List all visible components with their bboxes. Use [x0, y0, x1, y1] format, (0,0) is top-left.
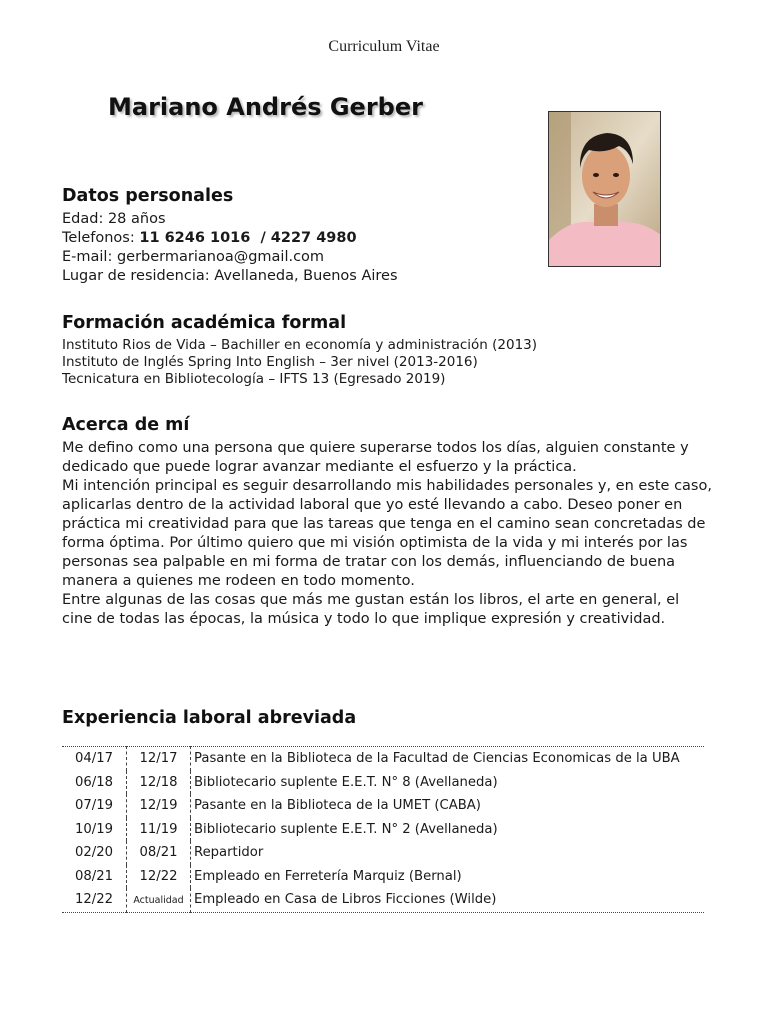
table-row — [62, 841, 704, 865]
about-heading: Acerca de mí — [62, 415, 190, 435]
end-date: 08/21 — [127, 841, 191, 865]
end-date: 12/17 — [127, 747, 191, 771]
portrait-photo-icon — [549, 112, 661, 267]
start-date: 10/19 — [62, 818, 127, 842]
about-paragraph: Entre algunas de las cosas que más me gustan están los libros, el arte en general, el cine de todas las épocas, la música y todo lo que implique expresión y creatividad. — [62, 592, 680, 627]
table-row — [62, 888, 704, 912]
end-date: 11/19 — [127, 818, 191, 842]
job-description: Empleado en Casa de Libros Ficciones (Wilde) — [194, 892, 497, 908]
portrait-photo — [548, 111, 661, 267]
about-paragraph: Mi intención principal es seguir desarrollando mis habilidades personales y, en este caso, aplicarlas dentro de la actividad laboral que yo esté llevando a cabo. Deseo poner en práctica mi creatividad para que las tareas que tenga en el camino sean concretadas de forma óptima. Por último quiero que mi visión optimista de la vida y mi interés por las personas sea palpable en mi forma de tratar con los demás, influenciando de buena manera a quienes me rodeen en todo momento. — [62, 478, 712, 589]
end-date: 12/22 — [127, 865, 191, 889]
about-section — [62, 415, 712, 629]
education-section — [62, 313, 537, 388]
email-line: E-mail: gerbermarianoa@gmail.com — [62, 249, 325, 265]
phones-value: 11 6246 1016 / 4227 4980 — [139, 230, 357, 246]
start-date: 07/19 — [62, 794, 127, 818]
about-text — [62, 439, 712, 629]
personal-data-section — [62, 186, 398, 286]
job-description: Pasante en la Biblioteca de la Facultad de Ciencias Economicas de la UBA — [194, 751, 680, 767]
table-row — [62, 794, 704, 818]
start-date: 08/21 — [62, 865, 127, 889]
about-paragraph: Me defino como una persona que quiere superarse todos los días, alguien constante y dedicado que puede lograr avanzar mediante el esfuerzo y la práctica. — [62, 440, 689, 475]
personal-data-heading: Datos personales — [62, 186, 234, 206]
residence-line: Lugar de residencia: Avellaneda, Buenos Aires — [62, 268, 398, 284]
education-item: Tecnicatura en Bibliotecología – IFTS 13 (Egresado 2019) — [62, 371, 446, 387]
job-description: Empleado en Ferretería Marquiz (Bernal) — [194, 868, 462, 884]
person-name: Mariano Andrés Gerber — [108, 93, 423, 121]
table-row — [62, 818, 704, 842]
experience-table — [62, 746, 704, 913]
start-date: 12/22 — [62, 888, 127, 912]
job-description: Pasante en la Biblioteca de la UMET (CABA) — [194, 798, 481, 814]
end-date: 12/19 — [127, 794, 191, 818]
age-line: Edad: 28 años — [62, 211, 166, 227]
table-row — [62, 747, 704, 771]
education-heading: Formación académica formal — [62, 313, 347, 333]
job-description: Bibliotecario suplente E.E.T. N° 2 (Avellaneda) — [194, 821, 498, 837]
phones-label: Telefonos: — [62, 230, 140, 246]
job-description: Repartidor — [194, 845, 264, 861]
job-description: Bibliotecario suplente E.E.T. N° 8 (Avellaneda) — [194, 774, 498, 790]
start-date: 04/17 — [62, 747, 127, 771]
document-header: Curriculum Vitae — [328, 38, 440, 55]
phones-line — [62, 229, 398, 248]
start-date: 02/20 — [62, 841, 127, 865]
end-date: 12/18 — [127, 771, 191, 795]
education-item: Instituto Rios de Vida – Bachiller en economía y administración (2013) — [62, 337, 538, 353]
experience-heading: Experiencia laboral abreviada — [62, 708, 357, 728]
end-date — [127, 888, 191, 912]
end-date-label: Actualidad — [133, 895, 184, 907]
start-date: 06/18 — [62, 771, 127, 795]
education-item: Instituto de Inglés Spring Into English – 3er nivel (2013-2016) — [62, 354, 478, 370]
table-row — [62, 771, 704, 795]
table-row — [62, 865, 704, 889]
